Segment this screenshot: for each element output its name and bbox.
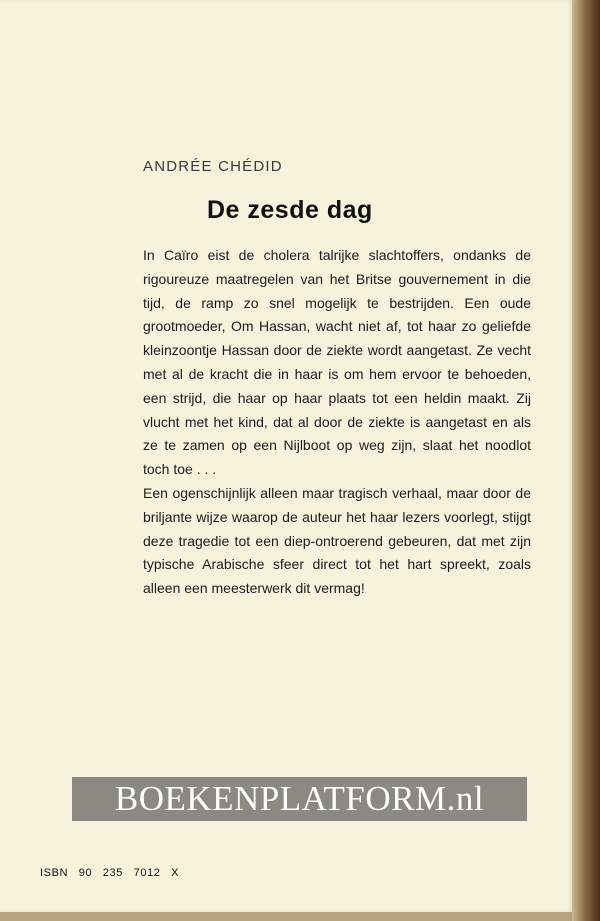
book-bottom-edge	[0, 912, 572, 921]
watermark-banner	[72, 777, 527, 821]
isbn-number: ISBN 90 235 7012 X	[40, 867, 180, 879]
blurb-paragraph-2: Een ogenschijnlijk alleen maar tragisch verhaal, maar door de briljante wijze waarop de auteur het haar lezers voorlegt, stijgt deze tragedie tot een diep-ontroerend gebeuren, dat met zijn typische Arabische sfeer direct tot het hart spreekt, zoals alleen een meesterwerk dit vermag!	[143, 484, 531, 597]
blurb-paragraph-1: In Caïro eist de cholera talrijke slachtoffers, ondanks de rigoureuze maatregelen van het Britse gouvernement in die tijd, de ramp zo snel mogelijk te bestrijden. Een oude grootmoeder, Om Hassan, wacht niet af, tot haar zo geliefde kleinzoontje Hassan door de ziekte wordt aangetast. Ze vecht met al de kracht die in haar is om hem ervoor te behoeden, een strijd, die haar op haar plaats tot een heldin maakt. Zij vlucht met het kind, dat al door de ziekte is aangetast en als ze te zamen op een Nijlboot op weg zijn, slaat het noodlot toch toe . . .	[143, 247, 531, 478]
book-title: De zesde dag	[207, 196, 373, 224]
author-name: ANDRÉE CHÉDID	[143, 158, 283, 175]
blurb-text	[143, 244, 531, 601]
book-spine-edge	[572, 0, 600, 921]
watermark-text: BOEKENPLATFORM.nl	[114, 779, 485, 818]
